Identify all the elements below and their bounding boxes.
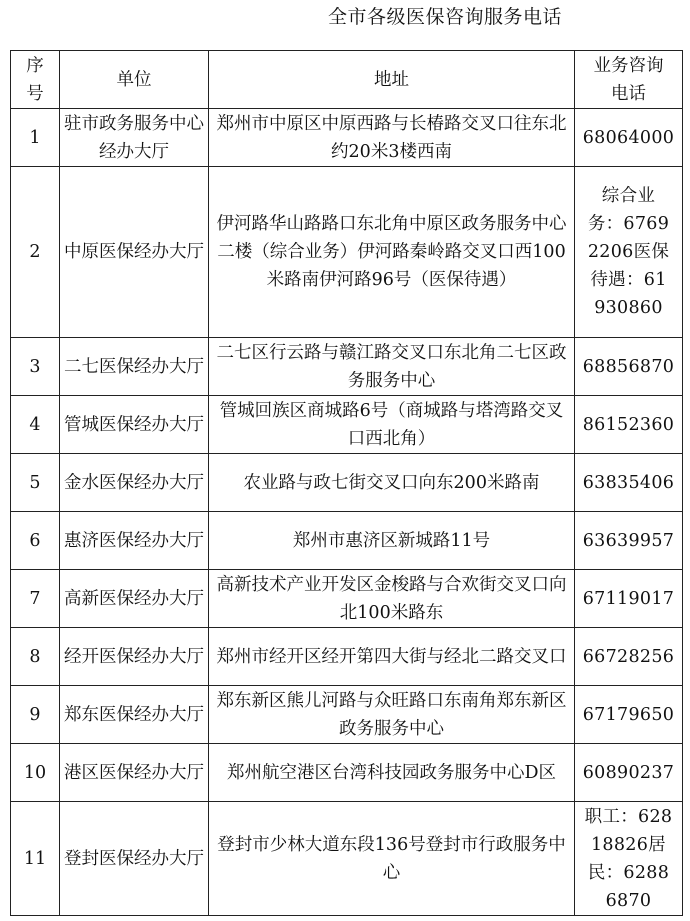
cell-no: 4: [11, 396, 60, 454]
cell-unit: 管城医保经办大厅: [60, 396, 209, 454]
cell-no: 6: [11, 512, 60, 570]
table-row: [11, 396, 683, 454]
table-row: [11, 802, 683, 916]
table-row: [11, 570, 683, 628]
table-row: [11, 454, 683, 512]
cell-no: 7: [11, 570, 60, 628]
cell-phone: 60890237: [575, 744, 683, 802]
cell-no: 1: [11, 109, 60, 167]
cell-unit: 郑东医保经办大厅: [60, 686, 209, 744]
cell-address: 郑州航空港区台湾科技园政务服务中心D区: [209, 744, 575, 802]
cell-no: 2: [11, 167, 60, 338]
cell-unit: 二七医保经办大厅: [60, 338, 209, 396]
cell-unit: 中原医保经办大厅: [60, 167, 209, 338]
cell-address: 郑东新区熊儿河路与众旺路口东南角郑东新区政务服务中心: [209, 686, 575, 744]
cell-no: 3: [11, 338, 60, 396]
table-row: [11, 744, 683, 802]
cell-unit: 高新医保经办大厅: [60, 570, 209, 628]
cell-unit: 金水医保经办大厅: [60, 454, 209, 512]
cell-phone: 63835406: [575, 454, 683, 512]
cell-address: 郑州市经开区经开第四大街与经北二路交叉口: [209, 628, 575, 686]
cell-address: 二七区行云路与赣江路交叉口东北角二七区政务服务中心: [209, 338, 575, 396]
cell-phone: 67179650: [575, 686, 683, 744]
cell-phone: 86152360: [575, 396, 683, 454]
cell-phone: 职工：62818826居民：62886870: [575, 802, 683, 916]
cell-unit: 登封医保经办大厅: [60, 802, 209, 916]
cell-phone: 68064000: [575, 109, 683, 167]
header-unit-label: 单位: [116, 69, 152, 90]
table-header-row: [11, 51, 683, 109]
cell-no: 11: [11, 802, 60, 916]
document-title: 全市各级医保咨询服务电话: [327, 6, 562, 28]
cell-unit: 驻市政务服务中心经办大厅: [60, 109, 209, 167]
table-row: [11, 167, 683, 338]
cell-address: 管城回族区商城路6号（商城路与塔湾路交叉口西北角）: [209, 396, 575, 454]
cell-phone: 63639957: [575, 512, 683, 570]
header-unit: [60, 51, 209, 109]
header-address: [209, 51, 575, 109]
cell-address: 登封市少林大道东段136号登封市行政服务中心: [209, 802, 575, 916]
consultation-phone-table: [10, 50, 683, 916]
cell-address: 郑州市中原区中原西路与长椿路交叉口往东北约20米3楼西南: [209, 109, 575, 167]
cell-address: 伊河路华山路路口东北角中原区政务服务中心二楼（综合业务）伊河路秦岭路交叉口西100米路南伊河路96号（医保待遇）: [209, 167, 575, 338]
cell-phone: 67119017: [575, 570, 683, 628]
header-phone: [575, 51, 683, 109]
cell-no: 10: [11, 744, 60, 802]
cell-address: 郑州市惠济区新城路11号: [209, 512, 575, 570]
cell-unit: 港区医保经办大厅: [60, 744, 209, 802]
cell-phone: 66728256: [575, 628, 683, 686]
cell-address: 高新技术产业开发区金梭路与合欢街交叉口向北100米路东: [209, 570, 575, 628]
cell-no: 9: [11, 686, 60, 744]
cell-no: 5: [11, 454, 60, 512]
cell-phone: 综合业务：67692206医保待遇：61930860: [575, 167, 683, 338]
table-row: [11, 686, 683, 744]
header-address-label: 地址: [374, 69, 409, 90]
table-row: [11, 338, 683, 396]
cell-unit: 经开医保经办大厅: [60, 628, 209, 686]
table-row: [11, 512, 683, 570]
table-row: [11, 628, 683, 686]
cell-no: 8: [11, 628, 60, 686]
header-no: [11, 51, 60, 109]
cell-address: 农业路与政七街交叉口向东200米路南: [209, 454, 575, 512]
cell-unit: 惠济医保经办大厅: [60, 512, 209, 570]
table-row: [11, 109, 683, 167]
header-no-label: 序号: [26, 55, 44, 104]
header-phone-label: 业务咨询电话: [593, 55, 664, 104]
cell-phone: 68856870: [575, 338, 683, 396]
